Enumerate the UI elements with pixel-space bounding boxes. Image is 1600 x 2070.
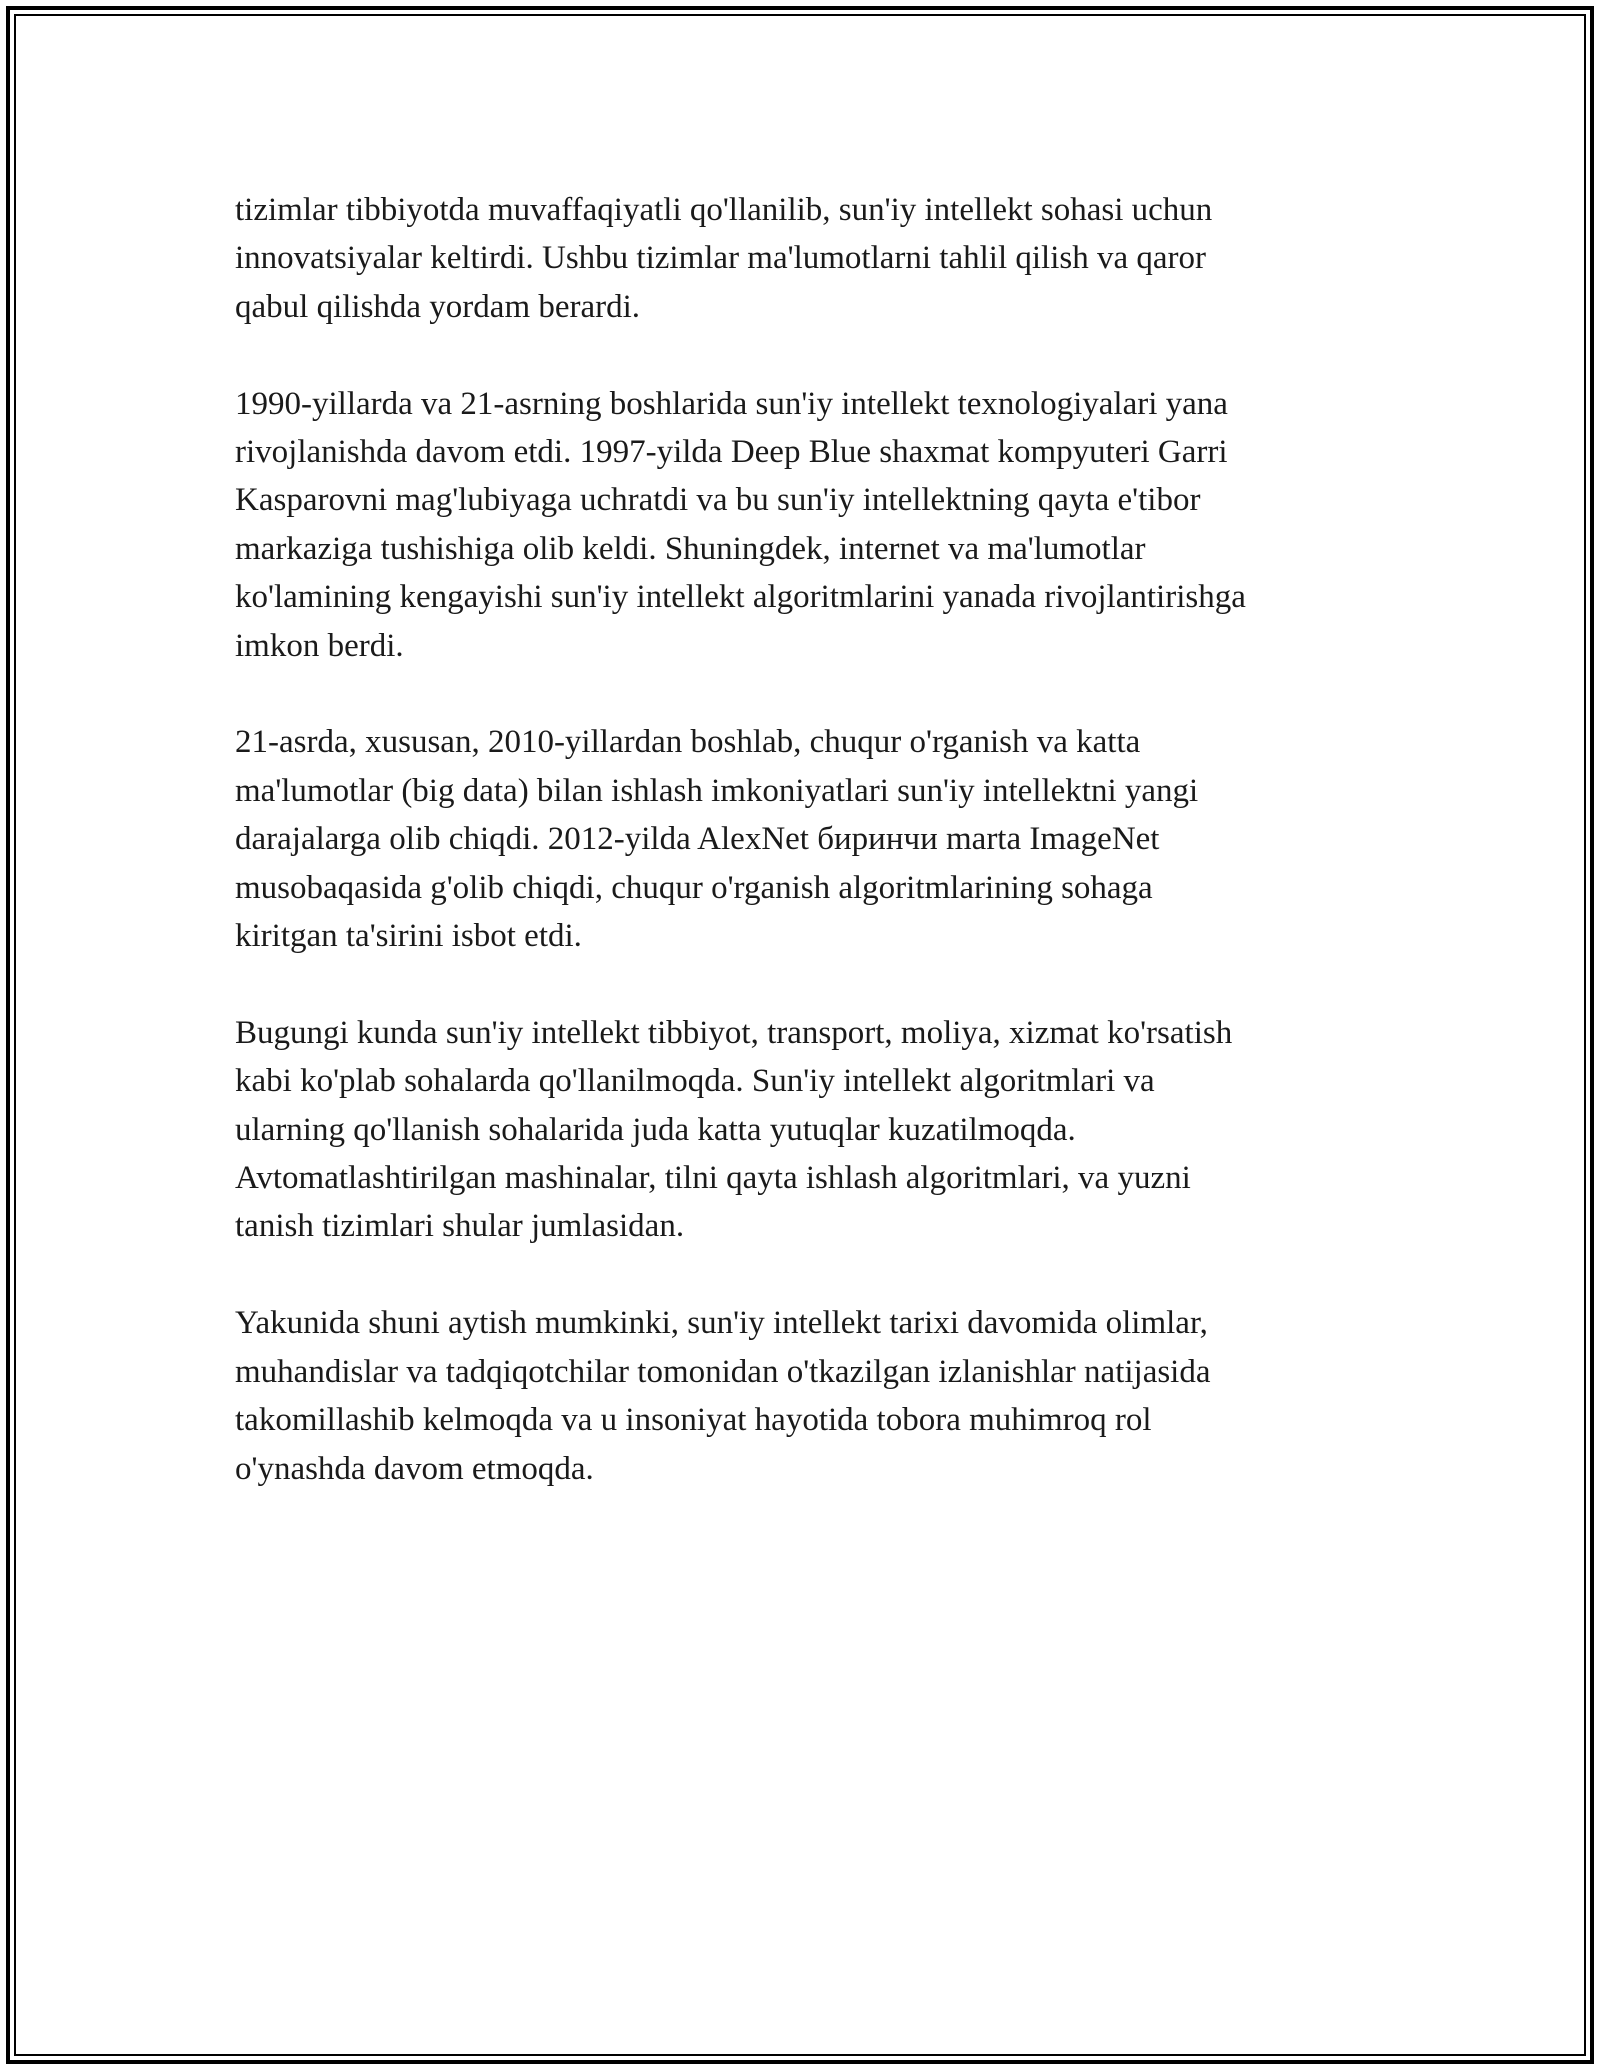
paragraph-2: 1990-yillarda va 21-asrning boshlarida sun'iy intellekt texnologiyalari yana rivojlanishda davom etdi. 1997-yilda Deep Blue shaxmat kompyuteri Garri Kasparovni mag'lubiyaga uchratdi va bu sun'iy intellektning qayta e'tibor markaziga tushishiga olib keldi. Shuningdek, internet va ma'lumotlar ko'lamining kengayishi sun'iy intellekt algoritmlarini yanada rivojlantirishga imkon berdi. [235,385,1246,664]
paragraph-3: 21-asrda, xususan, 2010-yillardan boshlab, chuqur o'rganish va katta ma'lumotlar (big data) bilan ishlash imkoniyatlari sun'iy intellektni yangi darajalarga olib chiqdi. 2012-yilda AlexNet биринчи marta ImageNet musobaqasida g'olib chiqdi, chuqur o'rganish algoritmlarining sohaga kiritgan ta'sirini isbot etdi. [235,724,1199,955]
paragraph-5: Yakunida shuni aytish mumkinki, sun'iy intellekt tarixi davomida olimlar, muhandislar va tadqiqotchilar tomonidan o'tkazilgan izlanishlar natijasida takomillashib kelmoqda va u insoniyat hayotida tobora muhimroq rol o'ynashda davom etmoqda. [235,1305,1211,1487]
paragraph-4: Bugungi kunda sun'iy intellekt tibbiyot, transport, moliya, xizmat ko'rsatish kabi ko'plab sohalarda qo'llanilmoqda. Sun'iy intellekt algoritmlari va ularning qo'llanish sohalarida juda katta yutuqlar kuzatilmoqda. Avtomatlashtirilgan mashinalar, tilni qayta ishlash algoritmlari, va yuzni tanish tizimlari shular jumlasidan. [235,1014,1233,1245]
document-body [235,186,1375,1541]
paragraph-1: tizimlar tibbiyotda muvaffaqiyatli qo'llanilib, sun'iy intellekt sohasi uchun innovatsiyalar keltirdi. Ushbu tizimlar ma'lumotlarni tahlil qilish va qaror qabul qilishda yordam berardi. [235,192,1213,325]
